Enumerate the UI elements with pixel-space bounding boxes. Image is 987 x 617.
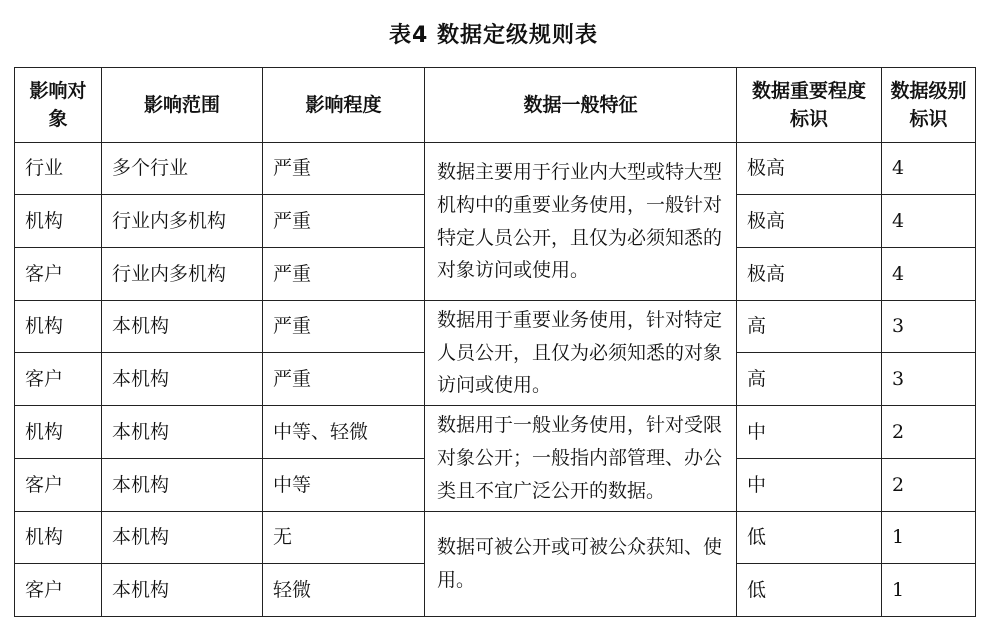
- cell-level: 2: [882, 459, 976, 512]
- header-object: 影响对象: [15, 68, 102, 143]
- table-row: [15, 143, 976, 195]
- table-row: [15, 406, 976, 459]
- cell-degree: 中等、轻微: [263, 406, 425, 459]
- data-classification-table: [14, 67, 976, 617]
- cell-importance: 高: [737, 301, 882, 353]
- cell-degree: 严重: [263, 248, 425, 301]
- cell-features: 数据用于重要业务使用，针对特定人员公开，且仅为必须知悉的对象访问或使用。: [425, 301, 737, 406]
- cell-scope: 多个行业: [102, 143, 263, 195]
- cell-importance: 极高: [737, 195, 882, 248]
- header-importance: 数据重要程度标识: [737, 68, 882, 143]
- cell-features: 数据可被公开或可被公众获知、使用。: [425, 512, 737, 617]
- table-row: [15, 512, 976, 564]
- cell-scope: 行业内多机构: [102, 195, 263, 248]
- cell-importance: 极高: [737, 248, 882, 301]
- header-level: 数据级别标识: [882, 68, 976, 143]
- header-degree: 影响程度: [263, 68, 425, 143]
- cell-importance: 低: [737, 564, 882, 617]
- cell-level: 3: [882, 301, 976, 353]
- cell-degree: 严重: [263, 195, 425, 248]
- cell-scope: 本机构: [102, 353, 263, 406]
- cell-level: 4: [882, 143, 976, 195]
- cell-object: 客户: [15, 353, 102, 406]
- cell-importance: 高: [737, 353, 882, 406]
- cell-object: 机构: [15, 406, 102, 459]
- cell-degree: 严重: [263, 301, 425, 353]
- header-row: [15, 68, 976, 143]
- cell-object: 客户: [15, 564, 102, 617]
- cell-importance: 低: [737, 512, 882, 564]
- cell-object: 客户: [15, 248, 102, 301]
- header-features: 数据一般特征: [425, 68, 737, 143]
- table-title: 表4 数据定级规则表: [389, 23, 598, 48]
- cell-features: 数据主要用于行业内大型或特大型机构中的重要业务使用，一般针对特定人员公开，且仅为必须知悉的对象访问或使用。: [425, 143, 737, 301]
- cell-importance: 极高: [737, 143, 882, 195]
- cell-scope: 本机构: [102, 301, 263, 353]
- cell-object: 机构: [15, 512, 102, 564]
- cell-degree: 中等: [263, 459, 425, 512]
- table-row: [15, 301, 976, 353]
- cell-level: 3: [882, 353, 976, 406]
- cell-level: 4: [882, 195, 976, 248]
- cell-object: 机构: [15, 195, 102, 248]
- cell-degree: 轻微: [263, 564, 425, 617]
- cell-scope: 本机构: [102, 512, 263, 564]
- cell-degree: 严重: [263, 143, 425, 195]
- cell-level: 1: [882, 512, 976, 564]
- cell-object: 机构: [15, 301, 102, 353]
- cell-importance: 中: [737, 459, 882, 512]
- cell-level: 2: [882, 406, 976, 459]
- cell-importance: 中: [737, 406, 882, 459]
- cell-level: 1: [882, 564, 976, 617]
- cell-features: 数据用于一般业务使用，针对受限对象公开；一般指内部管理、办公类且不宜广泛公开的数据。: [425, 406, 737, 512]
- cell-degree: 无: [263, 512, 425, 564]
- cell-scope: 行业内多机构: [102, 248, 263, 301]
- cell-scope: 本机构: [102, 459, 263, 512]
- cell-scope: 本机构: [102, 406, 263, 459]
- cell-level: 4: [882, 248, 976, 301]
- cell-object: 客户: [15, 459, 102, 512]
- cell-degree: 严重: [263, 353, 425, 406]
- header-scope: 影响范围: [102, 68, 263, 143]
- cell-object: 行业: [15, 143, 102, 195]
- cell-scope: 本机构: [102, 564, 263, 617]
